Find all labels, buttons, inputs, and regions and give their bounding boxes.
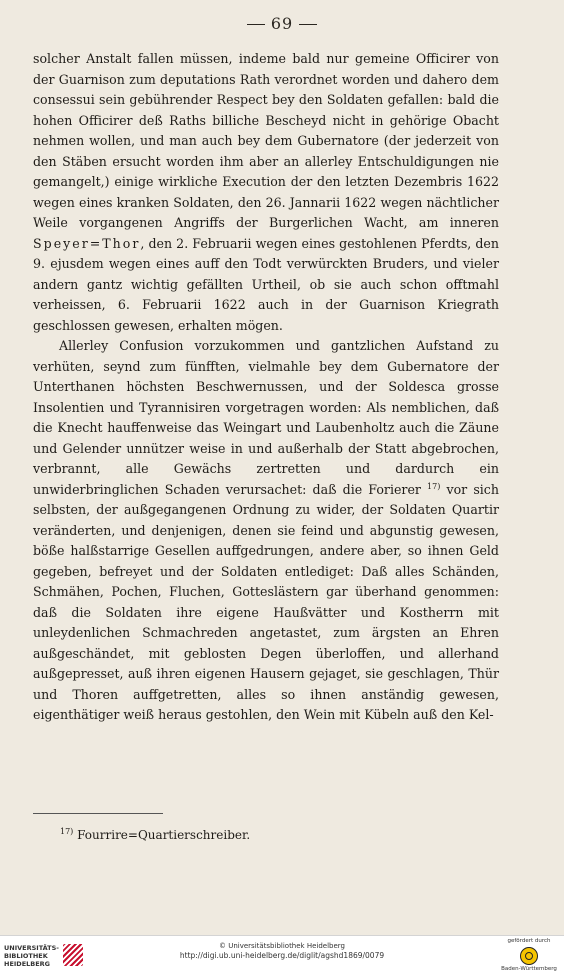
sponsor-logo[interactable] (500, 938, 558, 973)
copyright-notice (0, 942, 564, 960)
library-name-line-3: HEIDELBERG (4, 960, 51, 968)
paragraph-2-text: Allerley Confusion vorzukommen und gantzlichen Aufstand zu verhüten, seynd zum fünfften, vielmahle bey dem Gubernatore der Unterthanen höchsten Beschwernussen, und der Soldesca grosse Insolentien und Tyrannisiren vorgetragen worden: Als nemblichen, daß die Knecht hauffenweise das Weingart und Laubenholtz auch die Zäune und Gelender unnützer weise in und außerhalb der Statt abgebrochen, verbrannt, alle Gewächs zertretten und dardurch ein unwiderbringlichen Schaden verursachet: daß die Forierer (33, 338, 499, 497)
footnote (60, 827, 500, 843)
right-dash (299, 24, 317, 25)
footnote-marker: 17) (60, 827, 74, 836)
footnote-text: Fourrire=Quartierschreiber. (77, 828, 251, 842)
footer-bar (0, 935, 564, 978)
funded-by-label: gefördert durch (507, 938, 551, 944)
footnote-reference[interactable]: 17) (427, 481, 441, 491)
paragraph-1-rest: , den 2. Februarii wegen eines gestohlenen Pferdts, den 9. ejusdem wegen eines auff den Todt verwürckten Bruders, und vieler andern gantz wichtig gefällten Urtheil, ob sie auch schon offtmahl verheissen, 6. Februarii 1622 auch in der Guarnison Kriegrath geschlossen gewesen, erhalten mögen. (33, 235, 499, 333)
footnote-divider (33, 813, 163, 814)
page-number: 69 (270, 14, 294, 33)
state-seal-icon (520, 947, 538, 965)
copyright-text: © Universitätsbibliothek Heidelberg (218, 942, 345, 950)
left-dash (247, 24, 265, 25)
paragraph-1 (33, 49, 499, 336)
sponsor-name: Baden-Württemberg (501, 966, 557, 972)
library-name-line-1: UNIVERSITÄTS- (4, 944, 59, 952)
paragraph-1-text: solcher Anstalt fallen müssen, indeme bald nur gemeine Officirer von der Guarnison zum deputations Rath verordnet worden und dahero dem consessui sein gebührender Respect bey den Soldaten gefallen: bald die hohen Officirer deß Raths billiche Bescheyd nicht in gehörige Obacht nehmen wollen, und man auch bey dem Gubernatore (der jederzeit von den Stäben ersucht worden ihm aber an allerley Entschuldigungen nie gemangelt,) einige wirkliche Execution der den letzten Dezembris 1622 wegen eines kranken Soldaten, den 26. Jannarii 1622 wegen nächtlicher Weile vorgangenen Angriffs der Burgerlichen Wacht, am inneren (33, 51, 499, 230)
source-url-link[interactable]: http://digi.ub.uni-heidelberg.de/diglit/agshd1869/0079 (179, 951, 385, 960)
page-number-line (0, 14, 564, 33)
library-name-line-2: BIBLIOTHEK (4, 952, 48, 960)
paragraph-2 (33, 336, 499, 726)
gate-name: Speyer=Thor (33, 235, 141, 251)
paragraph-2-rest: vor sich selbsten, der außgegangenen Ordnung zu wider, der Soldaten Quartir veränderten, und denjenigen, denen sie feind und abgunstig gewesen, böße halßstarrige Gesellen auffgedrungen, andere aber, so ihnen Geld gegeben, befreyet und der Soldaten entlediget: Daß alles Schänden, Schmähen, Pochen, Fluchen, Gotteslästern gar überhand genommen: daß die Soldaten ihre eigene Haußvätter und Kostherrn mit unleydenlichen Schmachreden angetastet, zum ärgsten an Ehren außgeschändet, mit geblosten Degen überloffen, und allerhand außgepresset, auß ihren eigenen Hausern gejaget, sie geschlagen, Thür und Thoren auffgetretten, alles so ihnen anständig gewesen, eigenthätiger weiß heraus gestohlen, den Wein mit Kübeln auß den Kel- (33, 481, 499, 722)
body-text (33, 49, 499, 726)
